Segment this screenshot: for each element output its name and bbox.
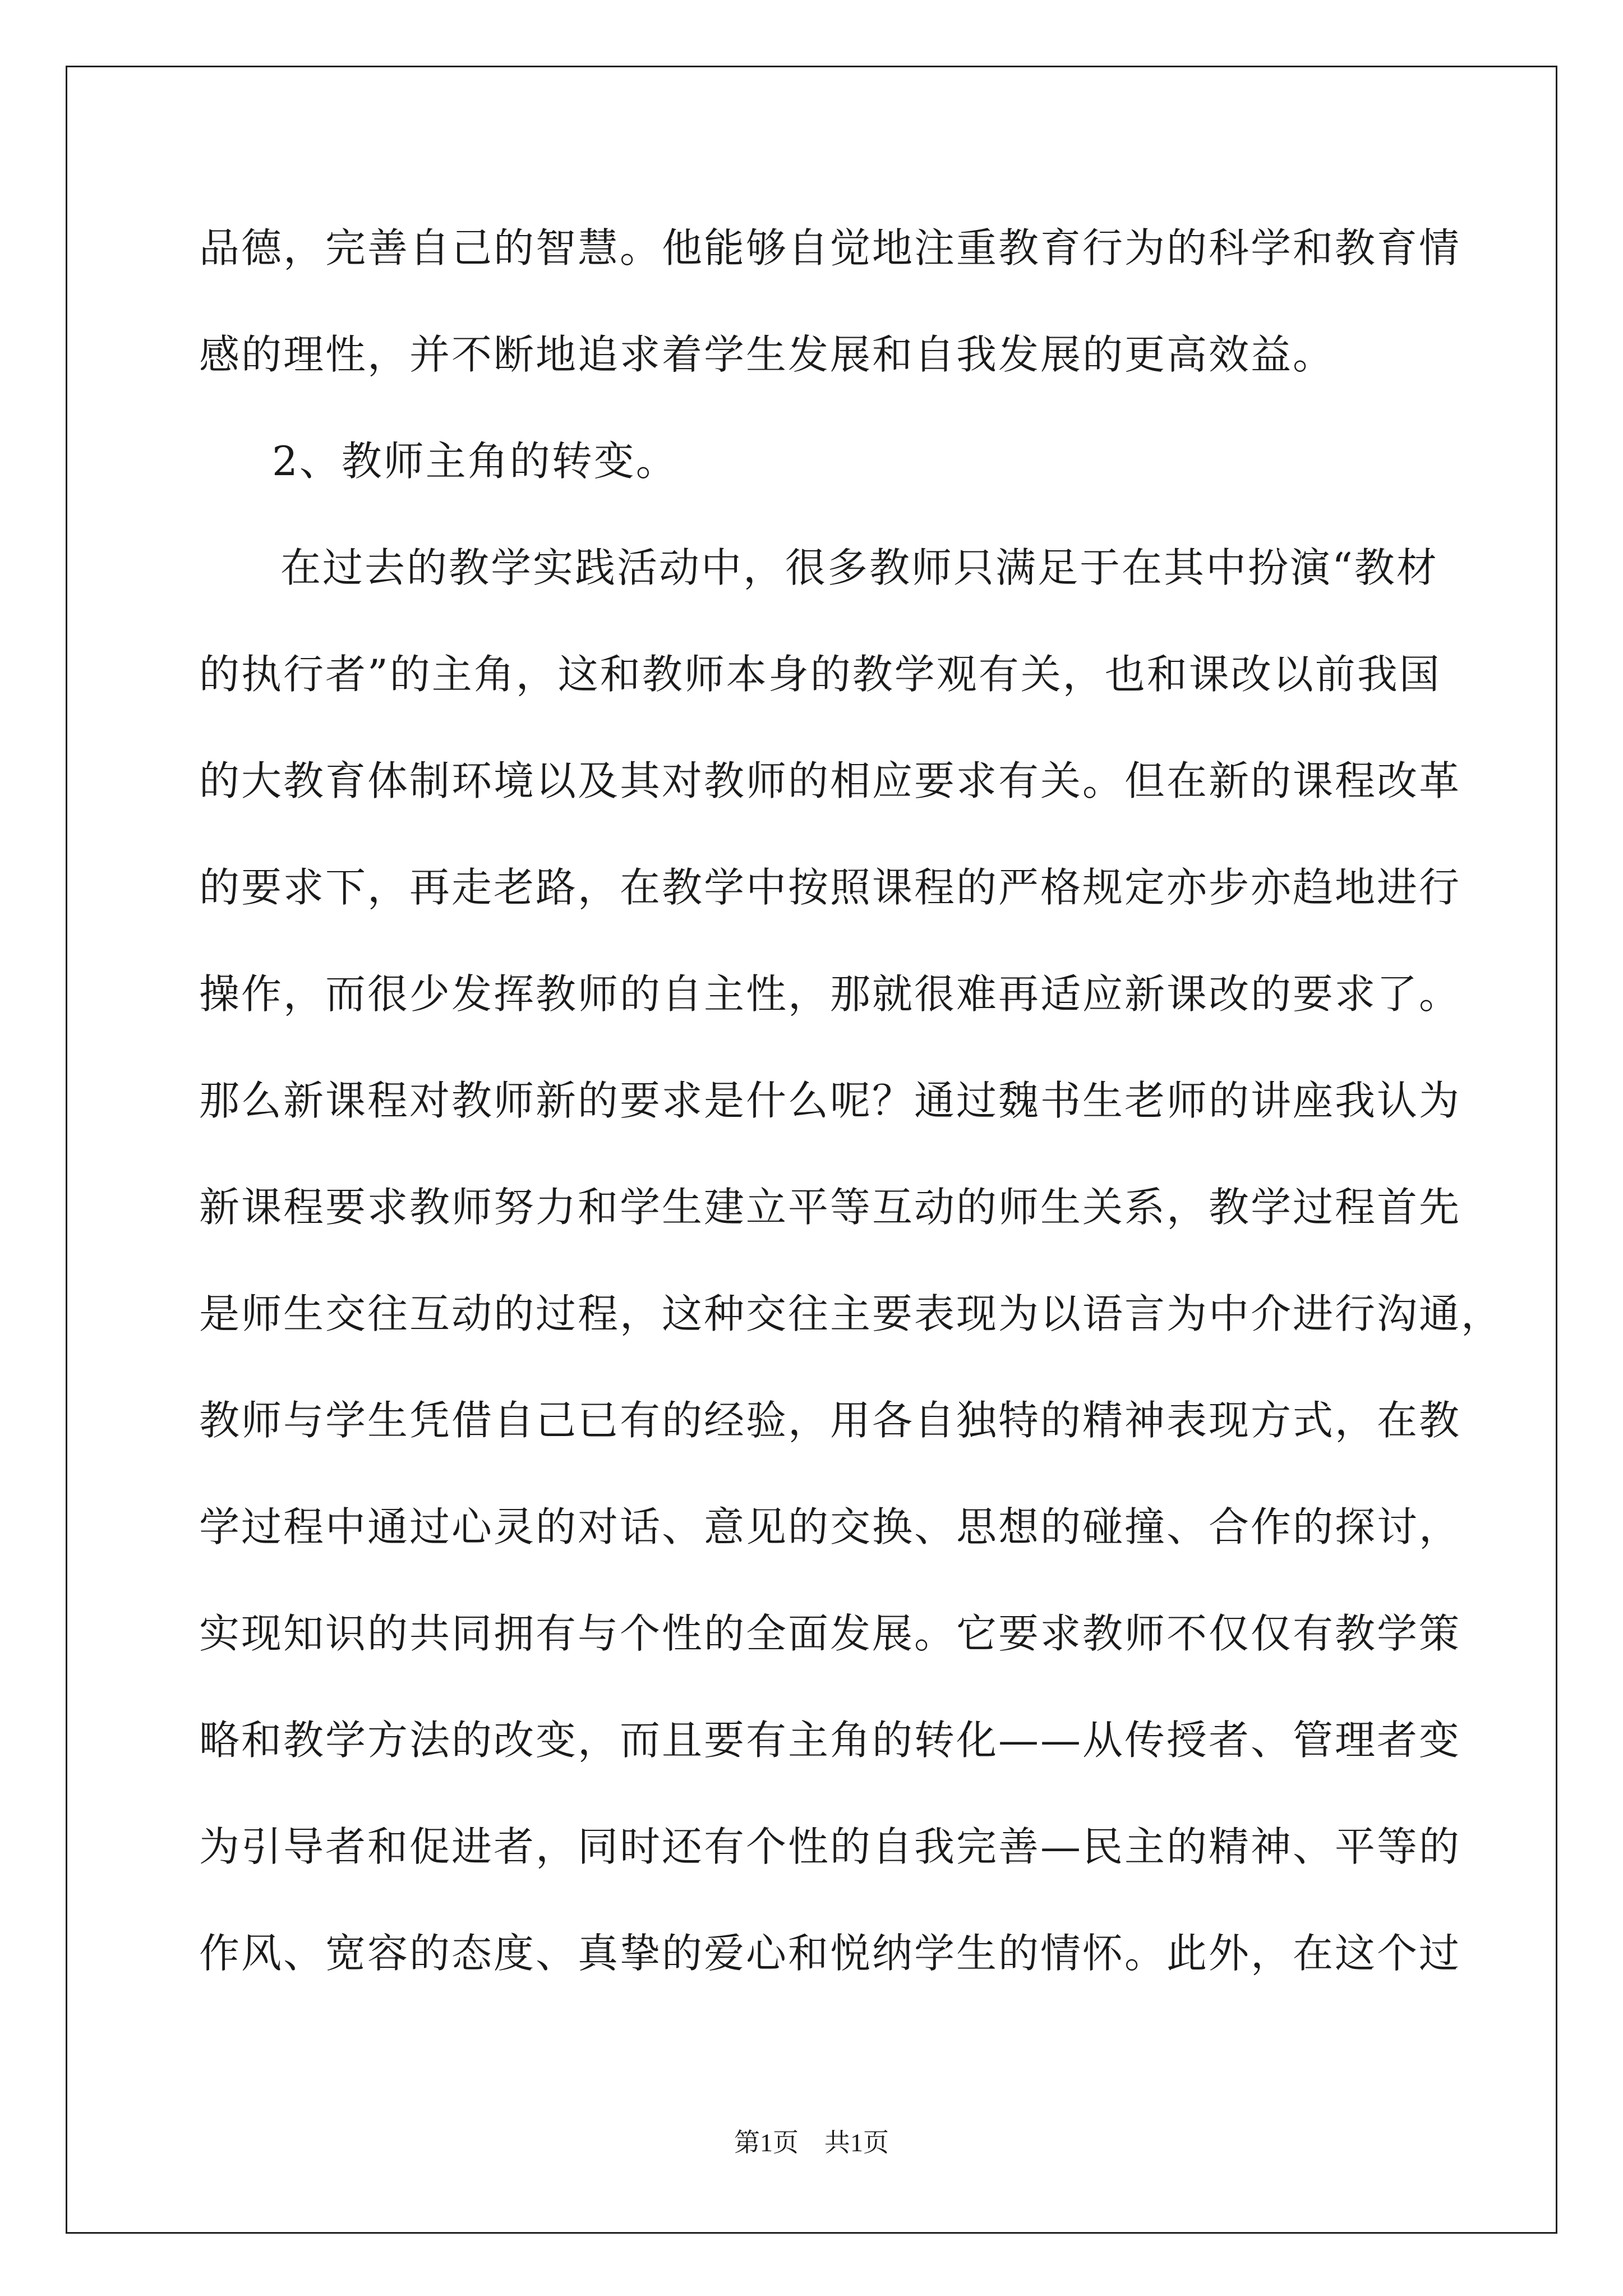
text-line: 新课程要求教师努力和学生建立平等互动的师生关系，教学过程首先 — [199, 1184, 1461, 1231]
text-line: 的执行者”的主角，这和教师本身的教学观有关，也和课改以前我国 — [199, 651, 1441, 698]
section-heading: 2、教师主角的转变。 — [272, 438, 678, 485]
text-line: 教师与学生凭借自己已有的经验，用各自独特的精神表现方式，在教 — [199, 1397, 1461, 1444]
text-line: 学过程中通过心灵的对话、意见的交换、思想的碰撞、合作的探讨， — [199, 1503, 1461, 1550]
paragraph-first-line: 在过去的教学实践活动中，很多教师只满足于在其中扮演“教材 — [280, 544, 1438, 591]
text-line: 的要求下，再走老路，在教学中按照课程的严格规定亦步亦趋地进行 — [199, 864, 1461, 911]
page-number: 第1页 — [734, 2128, 799, 2157]
text-line: 的大教育体制环境以及其对教师的相应要求有关。但在新的课程改革 — [199, 757, 1461, 804]
text-line: 那么新课程对教师新的要求是什么呢？通过魏书生老师的讲座我认为 — [199, 1077, 1461, 1124]
text-line: 实现知识的共同拥有与个性的全面发展。它要求教师不仅仅有教学策 — [199, 1610, 1461, 1657]
text-line: 作风、宽容的态度、真挚的爱心和悦纳学生的情怀。此外，在这个过 — [199, 1930, 1461, 1977]
text-line: 为引导者和促进者，同时还有个性的自我完善—民主的精神、平等的 — [199, 1823, 1461, 1870]
page-total: 共1页 — [824, 2128, 889, 2157]
text-line: 感的理性，并不断地追求着学生发展和自我发展的更高效益。 — [199, 331, 1335, 378]
text-line: 品德，完善自己的智慧。他能够自觉地注重教育行为的科学和教育情 — [199, 224, 1461, 272]
page-border — [66, 66, 1557, 2234]
page-footer — [0, 2126, 1623, 2160]
text-line: 是师生交往互动的过程，这种交往主要表现为以语言为中介进行沟通， — [199, 1290, 1504, 1337]
text-line: 操作，而很少发挥教师的自主性，那就很难再适应新课改的要求了。 — [199, 970, 1461, 1018]
text-line: 略和教学方法的改变，而且要有主角的转化——从传授者、管理者变 — [199, 1717, 1461, 1764]
